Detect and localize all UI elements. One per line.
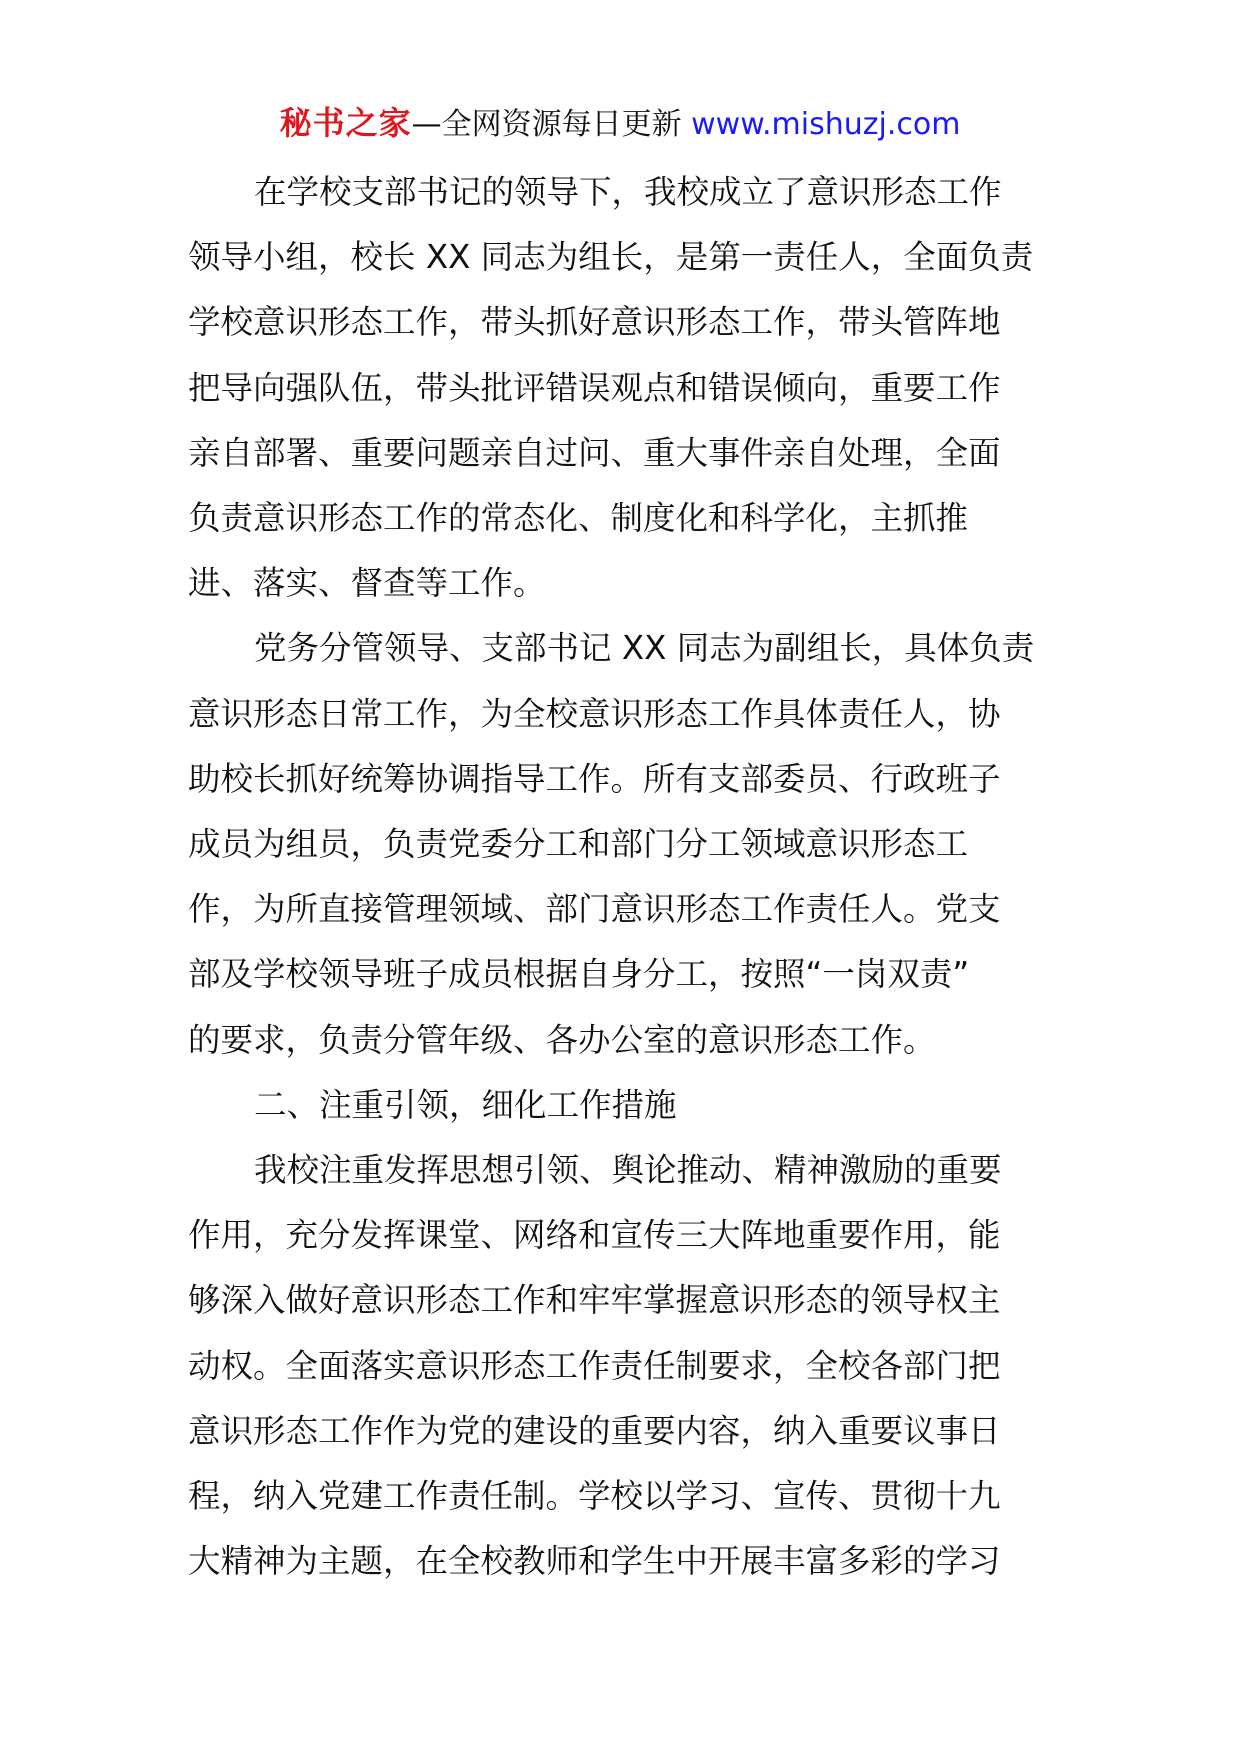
text-line: 程，纳入党建工作责任制。学校以学习、宣传、贯彻十九	[188, 1477, 1001, 1516]
section-heading	[188, 1073, 1054, 1138]
document-body	[188, 160, 1054, 1594]
text-line: 在学校支部书记的领导下，我校成立了意识形态工作	[254, 173, 1002, 211]
text-line: 进、落实、督查等工作。	[188, 564, 546, 603]
page-header	[0, 98, 1240, 148]
text-line: 够深入做好意识形态工作和牢牢掌握意识形态的领导权主	[188, 1281, 1001, 1320]
text-line: 党务分管领导、支部书记 XX 同志为副组长，具体负责	[254, 629, 1035, 668]
brand-name: 秘书之家	[279, 104, 412, 142]
text-line: 我校注重发挥思想引领、舆论推动、精神激励的重要	[254, 1151, 1002, 1190]
text-line: 意识形态工作作为党的建设的重要内容，纳入重要议事日	[188, 1411, 1001, 1450]
paragraph-deputy-leader	[188, 616, 1054, 1072]
text-line: 把导向强队伍，带头批评错误观点和错误倾向，重要工作	[188, 368, 1001, 407]
text-line: 亲自部署、重要问题亲自过问、重大事件亲自处理，全面	[188, 433, 1001, 472]
paragraph-guidance-measures	[188, 1138, 1054, 1594]
text-line: 学校意识形态工作，带头抓好意识形态工作，带头管阵地	[188, 303, 1001, 342]
text-line: 成员为组员，负责党委分工和部门分工领域意识形态工	[188, 825, 969, 864]
text-line: 作，为所直接管理领域、部门意识形态工作责任人。党支	[188, 890, 1001, 929]
text-line: 负责意识形态工作的常态化、制度化和科学化，主抓推	[188, 499, 969, 538]
text-line: 大精神为主题，在全校教师和学生中开展丰富多彩的学习	[188, 1542, 1001, 1581]
text-line: 部及学校领导班子成员根据自身分工，按照“一岗双责”	[188, 955, 970, 994]
text-line: 助校长抓好统筹协调指导工作。所有支部委员、行政班子	[188, 759, 1001, 798]
text-line: 作用，充分发挥课堂、网络和宣传三大阵地重要作用，能	[188, 1216, 1001, 1255]
text-line: 领导小组，校长 XX 同志为组长，是第一责任人，全面负责	[188, 238, 1034, 277]
text-line: 意识形态日常工作，为全校意识形态工作具体责任人，协	[188, 694, 1001, 733]
paragraph-leadership-group	[188, 160, 1054, 616]
text-line: 的要求，负责分管年级、各办公室的意识形态工作。	[188, 1020, 936, 1059]
section-heading-text: 二、注重引领，细化工作措施	[254, 1085, 677, 1124]
text-line: 动权。全面落实意识形态工作责任制要求，全校各部门把	[188, 1346, 1001, 1385]
header-slogan: —全网资源每日更新	[411, 107, 682, 142]
site-url-link[interactable]: www.mishuzj.com	[691, 107, 961, 142]
